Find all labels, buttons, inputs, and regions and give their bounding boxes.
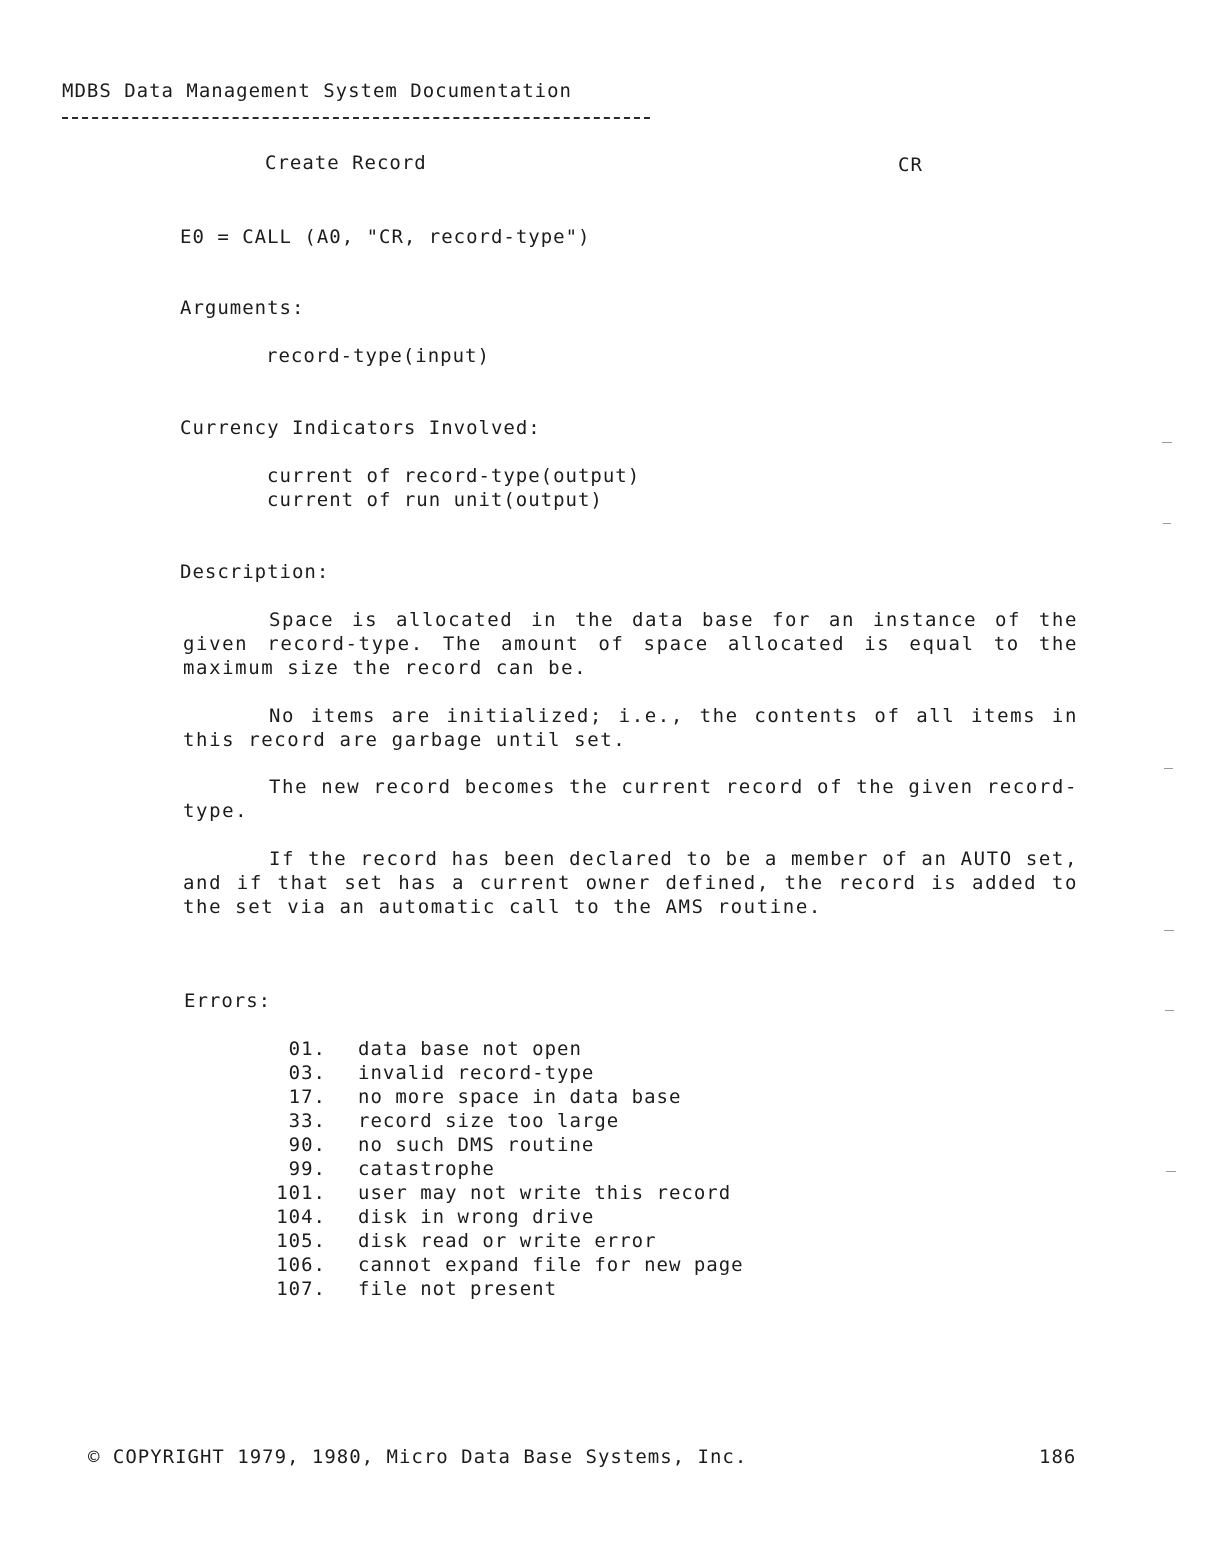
error-text: catastrophe — [358, 1158, 495, 1180]
argument-item: record-type(input) — [266, 345, 490, 367]
error-code: 01. — [288, 1038, 326, 1060]
error-text: no such DMS routine — [358, 1134, 595, 1156]
error-text: cannot expand file for new page — [358, 1254, 744, 1276]
command-code: CR — [898, 154, 923, 176]
description-heading: Description: — [180, 561, 330, 583]
command-name: Create Record — [265, 152, 427, 174]
currency-item: current of run unit(output) — [267, 489, 603, 511]
error-code: 03. — [288, 1062, 326, 1084]
scan-mark — [1162, 442, 1172, 443]
arguments-heading: Arguments: — [180, 297, 305, 319]
error-code: 107. — [276, 1278, 326, 1300]
scan-mark — [1164, 768, 1173, 769]
error-code: 17. — [288, 1086, 326, 1108]
error-code: 33. — [288, 1110, 326, 1132]
description-paragraph: The new record becomes the current record of the given record-type. — [183, 776, 1078, 822]
error-text: user may not write this record — [358, 1182, 732, 1204]
error-text: no more space in data base — [358, 1086, 682, 1108]
errors-heading: Errors: — [184, 990, 272, 1012]
description-paragraph: No items are initialized; i.e., the contents of all items in this record are garbage until set. — [183, 705, 1078, 751]
description-paragraph: If the record has been declared to be a member of an AUTO set, and if that set has a current owner defined, the record is added to the set via an automatic call to the AMS routine. — [183, 848, 1078, 918]
scan-mark — [1163, 523, 1171, 524]
page-number: 186 — [1039, 1446, 1077, 1468]
command-syntax: E0 = CALL (A0, "CR, record-type") — [180, 226, 591, 248]
currency-heading: Currency Indicators Involved: — [180, 417, 541, 439]
error-code: 105. — [276, 1230, 326, 1252]
page-header: MDBS Data Management System Documentation — [62, 80, 572, 102]
header-rule — [62, 117, 650, 119]
error-code: 90. — [288, 1134, 326, 1156]
error-text: disk read or write error — [358, 1230, 657, 1252]
error-code: 101. — [276, 1182, 326, 1204]
footer-copyright: © COPYRIGHT 1979, 1980, Micro Data Base Systems, Inc. — [88, 1446, 748, 1468]
error-text: file not present — [358, 1278, 558, 1300]
error-code: 99. — [288, 1158, 326, 1180]
error-text: data base not open — [358, 1038, 582, 1060]
description-paragraph: Space is allocated in the data base for an instance of the given record-type. The amount of space allocated is equal to the maximum size the record can be. — [183, 609, 1078, 679]
scan-mark — [1164, 930, 1174, 931]
error-code: 106. — [276, 1254, 326, 1276]
error-code: 104. — [276, 1206, 326, 1228]
error-text: invalid record-type — [358, 1062, 595, 1084]
scan-mark — [1166, 1171, 1176, 1172]
error-text: disk in wrong drive — [358, 1206, 595, 1228]
scan-mark — [1165, 1010, 1174, 1011]
currency-item: current of record-type(output) — [267, 465, 641, 487]
error-text: record size too large — [358, 1110, 620, 1132]
